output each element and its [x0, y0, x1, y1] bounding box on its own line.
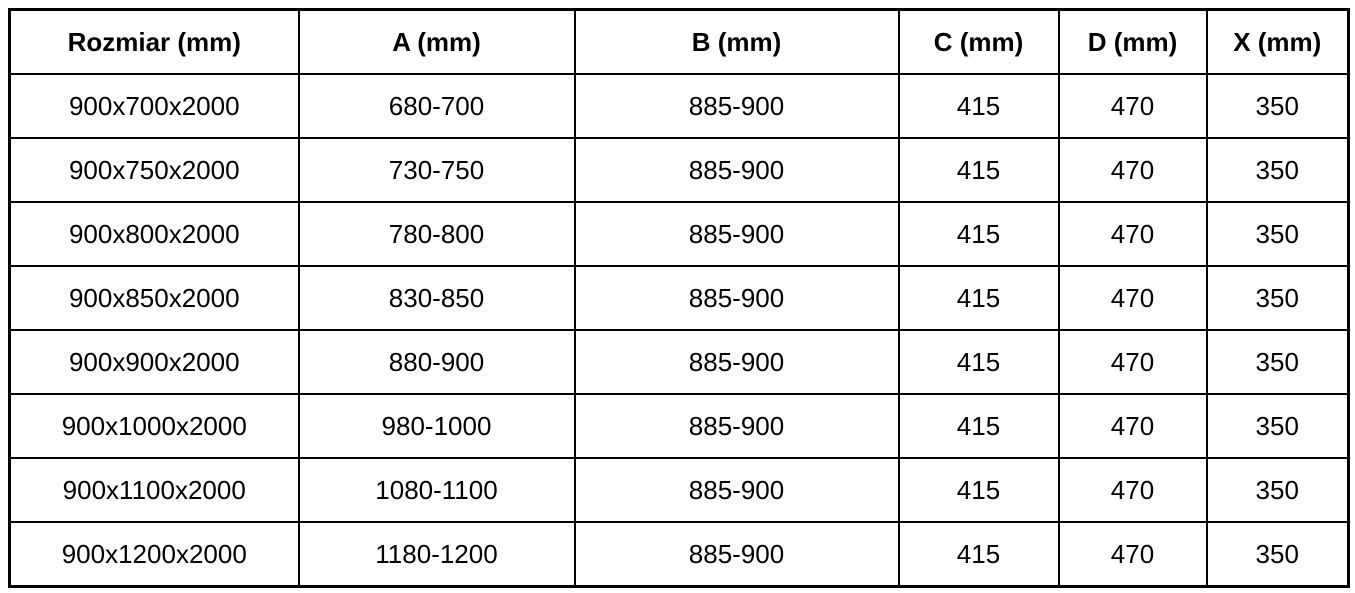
- cell-c: 415: [899, 394, 1059, 458]
- cell-rozmiar: 900x700x2000: [10, 74, 299, 138]
- table-row: [10, 394, 1349, 458]
- table-row: [10, 458, 1349, 522]
- cell-c: 415: [899, 522, 1059, 587]
- cell-a: 780-800: [299, 202, 575, 266]
- cell-a: 680-700: [299, 74, 575, 138]
- cell-c: 415: [899, 138, 1059, 202]
- cell-d: 470: [1059, 202, 1207, 266]
- cell-rozmiar: 900x800x2000: [10, 202, 299, 266]
- cell-d: 470: [1059, 458, 1207, 522]
- cell-a: 1080-1100: [299, 458, 575, 522]
- cell-b: 885-900: [575, 74, 899, 138]
- cell-a: 980-1000: [299, 394, 575, 458]
- cell-a: 880-900: [299, 330, 575, 394]
- cell-rozmiar: 900x850x2000: [10, 266, 299, 330]
- cell-d: 470: [1059, 522, 1207, 587]
- table-row: [10, 266, 1349, 330]
- cell-rozmiar: 900x1100x2000: [10, 458, 299, 522]
- table-row: [10, 330, 1349, 394]
- cell-c: 415: [899, 330, 1059, 394]
- column-header-c: C (mm): [899, 10, 1059, 75]
- cell-d: 470: [1059, 138, 1207, 202]
- cell-rozmiar: 900x750x2000: [10, 138, 299, 202]
- cell-c: 415: [899, 266, 1059, 330]
- column-header-x: X (mm): [1207, 10, 1349, 75]
- cell-c: 415: [899, 458, 1059, 522]
- cell-x: 350: [1207, 522, 1349, 587]
- cell-x: 350: [1207, 138, 1349, 202]
- cell-b: 885-900: [575, 266, 899, 330]
- cell-rozmiar: 900x1000x2000: [10, 394, 299, 458]
- table-row: [10, 202, 1349, 266]
- cell-d: 470: [1059, 74, 1207, 138]
- cell-b: 885-900: [575, 202, 899, 266]
- column-header-rozmiar: Rozmiar (mm): [10, 10, 299, 75]
- cell-b: 885-900: [575, 394, 899, 458]
- cell-d: 470: [1059, 330, 1207, 394]
- table-row: [10, 138, 1349, 202]
- table-row: [10, 522, 1349, 587]
- column-header-a: A (mm): [299, 10, 575, 75]
- cell-c: 415: [899, 74, 1059, 138]
- cell-a: 830-850: [299, 266, 575, 330]
- cell-b: 885-900: [575, 458, 899, 522]
- cell-rozmiar: 900x900x2000: [10, 330, 299, 394]
- column-header-b: B (mm): [575, 10, 899, 75]
- dimensions-table: [8, 8, 1350, 588]
- cell-rozmiar: 900x1200x2000: [10, 522, 299, 587]
- cell-a: 1180-1200: [299, 522, 575, 587]
- cell-x: 350: [1207, 202, 1349, 266]
- table-row: [10, 74, 1349, 138]
- cell-d: 470: [1059, 266, 1207, 330]
- cell-x: 350: [1207, 458, 1349, 522]
- cell-b: 885-900: [575, 330, 899, 394]
- cell-x: 350: [1207, 266, 1349, 330]
- cell-x: 350: [1207, 394, 1349, 458]
- cell-a: 730-750: [299, 138, 575, 202]
- column-header-d: D (mm): [1059, 10, 1207, 75]
- cell-d: 470: [1059, 394, 1207, 458]
- cell-x: 350: [1207, 74, 1349, 138]
- cell-c: 415: [899, 202, 1059, 266]
- header-row: [10, 10, 1349, 75]
- cell-x: 350: [1207, 330, 1349, 394]
- cell-b: 885-900: [575, 138, 899, 202]
- cell-b: 885-900: [575, 522, 899, 587]
